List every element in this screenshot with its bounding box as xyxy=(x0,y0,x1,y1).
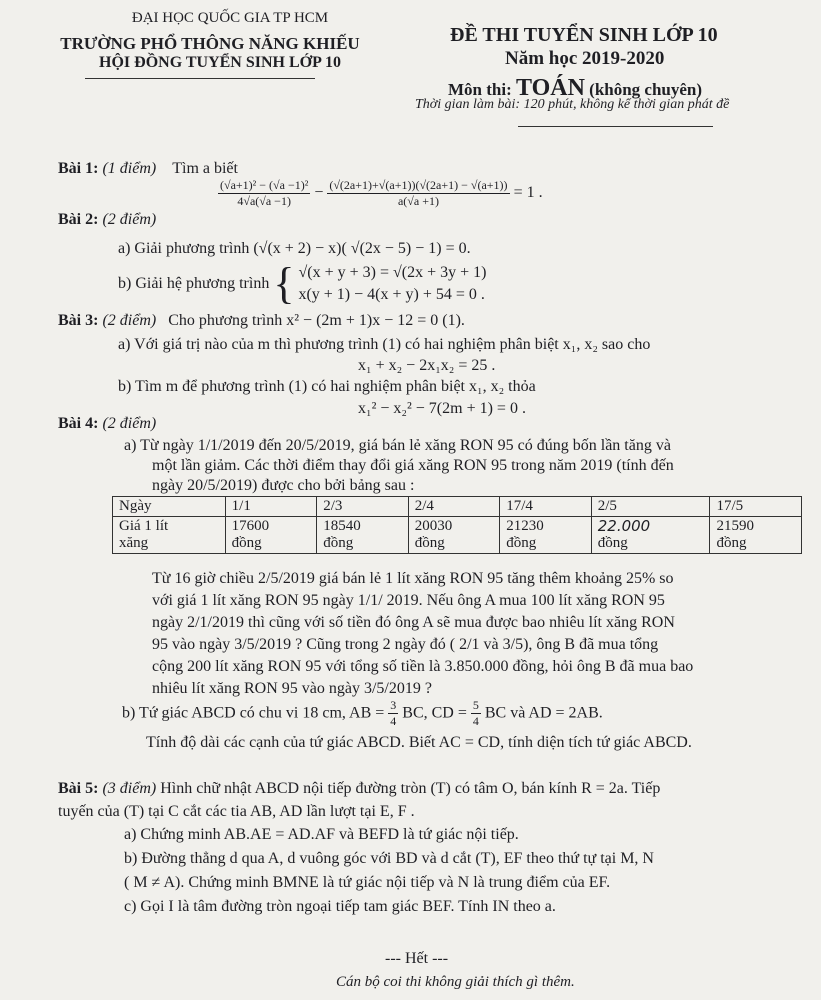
table-cell: Ngày xyxy=(113,497,226,517)
bai5-label: Bài 5: xyxy=(58,780,99,797)
bai1-rhs: = 1 . xyxy=(513,184,543,202)
table-cell xyxy=(317,517,409,554)
bai4-b-suffix: BC và AD = 2AB. xyxy=(484,704,603,722)
bai3-part-b: b) Tìm m để phương trình (1) có hai nghiệm phân biệt x₁, x₂ thỏa xyxy=(118,378,536,395)
price-value: 20030 xyxy=(414,518,453,534)
bai4-points: (2 điểm) xyxy=(102,415,157,432)
bai2-heading xyxy=(58,211,156,229)
bai5-line1 xyxy=(58,780,660,798)
end-marker: --- Hết --- xyxy=(385,950,449,967)
table-cell xyxy=(500,517,592,554)
header-left-rule xyxy=(85,78,315,79)
system-brace: { xyxy=(273,259,295,308)
bai2-part-a: a) Giải phương trình (√(x + 2) − x)( √(2x − 5) − 1) = 0. xyxy=(118,240,471,257)
price-value: 18540 xyxy=(323,518,361,534)
price-unit: đồng xyxy=(414,535,445,551)
bai3-part-a: a) Với giá trị nào của m thì phương trình (1) có hai nghiệm phân biệt x₁, x₂ sao cho xyxy=(118,336,651,353)
exam-duration: Thời gian làm bài: 120 phút, không kể thời gian phát đề xyxy=(415,97,730,112)
price-unit: đồng xyxy=(506,535,537,551)
bai2-label: Bài 2: xyxy=(58,211,99,228)
bai4-a-line3: ngày 20/5/2019) được cho bởi bảng sau : xyxy=(152,477,415,494)
bai1-points: (1 điểm) xyxy=(102,160,157,177)
price-value: 17600 xyxy=(231,518,270,534)
bai5-part-b1: b) Đường thẳng d qua A, d vuông góc với BD và d cắt (T), EF theo thứ tự tại M, N xyxy=(124,850,654,867)
bai4-b-prefix: b) Tứ giác ABCD có chu vi 18 cm, AB = xyxy=(122,704,385,722)
council-name: HỘI ĐỒNG TUYỂN SINH LỚP 10 xyxy=(99,54,341,71)
bai1-equation xyxy=(218,178,543,209)
table-row xyxy=(113,497,802,517)
price-value: 21230 xyxy=(506,518,544,534)
price-value: 21590 xyxy=(716,518,754,534)
table-cell: 2/4 xyxy=(408,497,500,517)
bai4-p-line5: cộng 200 lít xăng RON 95 với tổng số tiền là 3.850.000 đồng, hỏi ông B đã mua bao xyxy=(152,658,694,675)
university-name: ĐẠI HỌC QUỐC GIA TP HCM xyxy=(131,10,329,26)
price-unit: đồng xyxy=(597,535,628,551)
frac-den: 4 xyxy=(472,714,479,728)
frac-num: 5 xyxy=(472,698,479,712)
table-cell: 1/1 xyxy=(225,497,317,517)
subject-name: TOÁN xyxy=(516,75,585,101)
table-cell xyxy=(113,517,226,554)
price-unit: đồng xyxy=(231,535,262,551)
bai2-points: (2 điểm) xyxy=(102,211,157,228)
price-unit: đồng xyxy=(716,535,747,551)
school-name: TRƯỜNG PHỔ THÔNG NĂNG KHIẾU xyxy=(60,34,360,53)
bai5-part-b2: ( M ≠ A). Chứng minh BMNE là tứ giác nội tiếp và N là trung điểm của EF. xyxy=(124,874,611,891)
subject-label: Môn thi: xyxy=(448,80,512,99)
frac-den: 4 xyxy=(390,714,397,728)
subject-note: (không chuyên) xyxy=(589,80,703,99)
bai3-prompt: Cho phương trình x² − (2m + 1)x − 12 = 0 (1). xyxy=(168,312,465,329)
proctor-note: Cán bộ coi thi không giải thích gì thêm. xyxy=(336,974,575,990)
table-cell xyxy=(591,517,710,554)
bai3-heading xyxy=(58,312,465,330)
table-cell: 17/4 xyxy=(500,497,592,517)
bai2-part-b xyxy=(118,259,487,312)
bai3-a-equation: x₁ + x₂ − 2x₁x₂ = 25 . xyxy=(358,357,496,374)
bai4-b-mid: BC, CD = xyxy=(402,704,467,722)
bai5-part-a: a) Chứng minh AB.AE = AD.AF và BEFD là tứ giác nội tiếp. xyxy=(124,826,519,843)
bai1-label: Bài 1: xyxy=(58,160,99,177)
bai5-intro: Hình chữ nhật ABCD nội tiếp đường tròn (T) có tâm O, bán kính R = 2a. Tiếp xyxy=(160,780,661,797)
exam-title: ĐỀ THI TUYỂN SINH LỚP 10 xyxy=(450,24,718,46)
bai4-p-line1: Từ 16 giờ chiều 2/5/2019 giá bán lẻ 1 lít xăng RON 95 tăng thêm khoảng 25% so xyxy=(152,570,674,587)
table-cell xyxy=(710,517,802,554)
bai2-system xyxy=(298,262,486,306)
table-cell: 2/3 xyxy=(317,497,409,517)
bai2-b-eq2: x(y + 1) − 4(x + y) + 54 = 0 . xyxy=(298,286,485,303)
bai4-label: Bài 4: xyxy=(58,415,99,432)
bai2-b-eq1: √(x + y + 3) = √(2x + 3y + 1) xyxy=(298,264,487,281)
bai4-p-line3: ngày 2/1/2019 thì cũng với số tiền đó ông A sẽ mua được bao nhiêu lít xăng RON xyxy=(152,614,675,631)
bai4-p-line6: nhiêu lít xăng RON 95 vào ngày 3/5/2019 ? xyxy=(152,680,432,697)
bai1-frac1-num: (√a+1)² − (√a −1)² xyxy=(220,178,309,192)
price-row-label-2: xăng xyxy=(119,535,149,551)
table-cell xyxy=(225,517,317,554)
bai3-points: (2 điểm) xyxy=(102,312,157,329)
price-unit: đồng xyxy=(323,535,354,551)
bai1-prompt: Tìm a biết xyxy=(172,160,238,177)
bai4-part-b xyxy=(122,698,603,729)
bai4-heading xyxy=(58,415,156,433)
price-value-handwritten: 22.000 xyxy=(597,517,651,535)
bai1-heading xyxy=(58,160,238,178)
table-cell xyxy=(408,517,500,554)
bai4-a-line1: a) Từ ngày 1/1/2019 đến 20/5/2019, giá bán lẻ xăng RON 95 có đúng bốn lần tăng và xyxy=(124,437,671,454)
bai4-p-line2: với giá 1 lít xăng RON 95 ngày 1/1/ 2019. Nếu ông A mua 100 lít xăng RON 95 xyxy=(152,592,665,609)
bai3-label: Bài 3: xyxy=(58,312,99,329)
bai4-a-line2: một lần giảm. Các thời điểm thay đổi giá xăng RON 95 trong năm 2019 (tính đến xyxy=(152,457,674,474)
bai4-b-fraction-1 xyxy=(388,698,398,729)
bai1-minus: − xyxy=(314,184,324,202)
price-row-label-1: Giá 1 lít xyxy=(119,518,169,534)
table-row xyxy=(113,517,802,554)
bai5-line2: tuyến của (T) tại C cắt các tia AB, AD lần lượt tại E, F . xyxy=(58,803,415,820)
bai5-part-c: c) Gọi I là tâm đường tròn ngoại tiếp tam giác BEF. Tính IN theo a. xyxy=(124,898,556,915)
bai1-frac2-num: (√(2a+1)+√(a+1))(√(2a+1) − √(a+1)) xyxy=(329,178,508,192)
school-year: Năm học 2019-2020 xyxy=(505,48,665,69)
bai1-frac2-den: a(√a +1) xyxy=(397,194,439,208)
table-cell: 2/5 xyxy=(591,497,710,517)
bai4-b-fraction-2 xyxy=(471,698,481,729)
bai5-points: (3 điểm) xyxy=(102,780,157,797)
bai1-fraction-2 xyxy=(327,178,509,209)
header-right-rule xyxy=(518,126,713,127)
bai3-b-equation: x₁² − x₂² − 7(2m + 1) = 0 . xyxy=(358,400,526,417)
fuel-price-table xyxy=(112,496,802,554)
bai1-fraction-1 xyxy=(218,178,310,209)
table-cell: 17/5 xyxy=(710,497,802,517)
frac-num: 3 xyxy=(390,698,397,712)
bai2-b-prefix: b) Giải hệ phương trình xyxy=(118,275,270,292)
bai1-frac1-den: 4√a(√a −1) xyxy=(237,194,291,208)
bai4-p-line4: 95 vào ngày 3/5/2019 ? Cũng trong 2 ngày đó ( 2/1 và 3/5), ông B đã mua tổng xyxy=(152,636,659,653)
bai4-b-line2: Tính độ dài các cạnh của tứ giác ABCD. Biết AC = CD, tính diện tích tứ giác ABCD. xyxy=(146,734,692,751)
